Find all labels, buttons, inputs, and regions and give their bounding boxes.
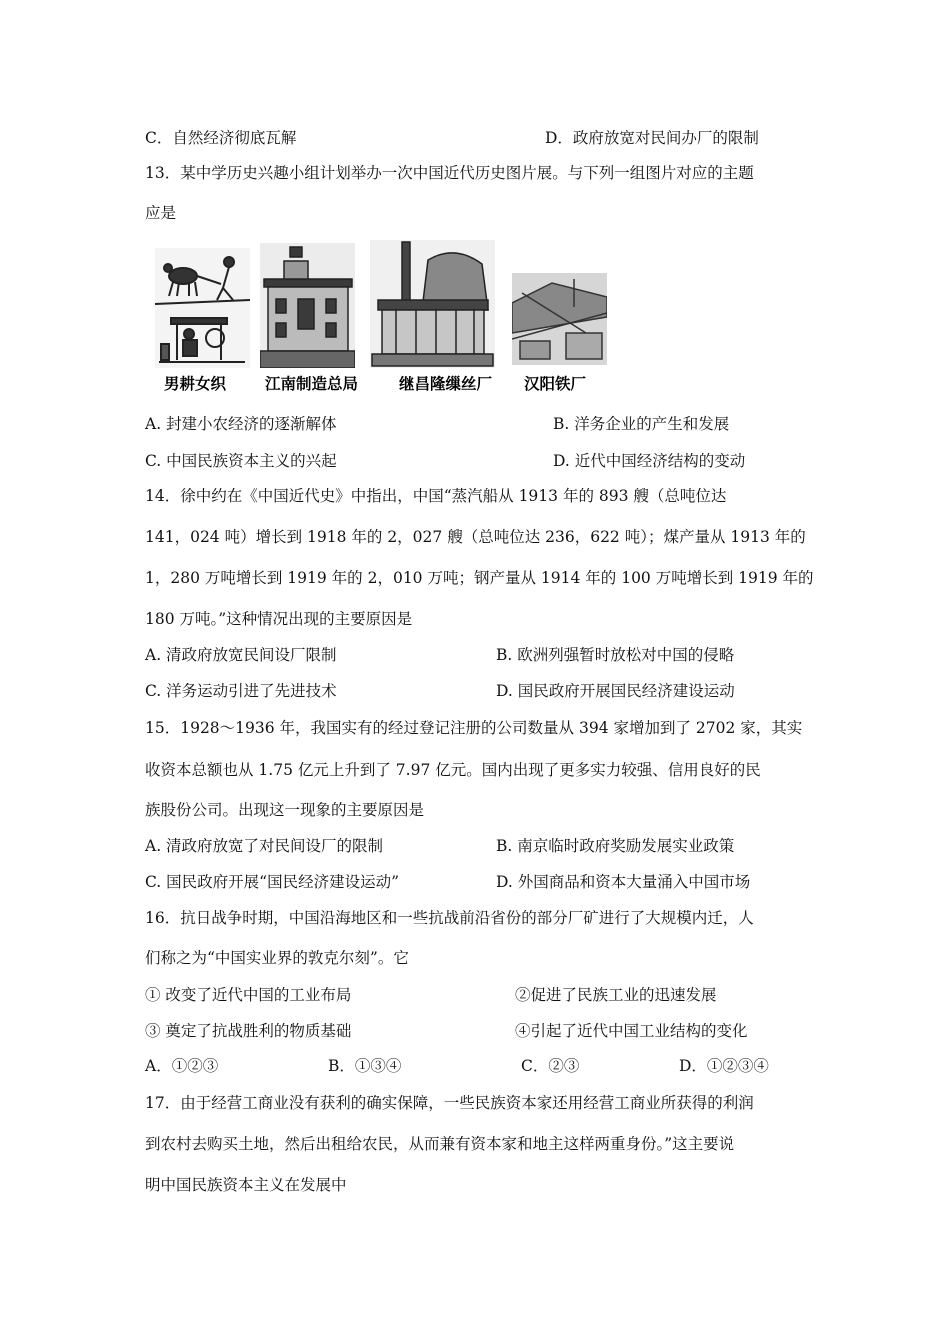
q13-option-b: B. 洋务企业的产生和发展 [553, 415, 730, 433]
q13-option-c: C. 中国民族资本主义的兴起 [145, 452, 337, 470]
q15-stem-line3: 族股份公司。出现这一现象的主要原因是 [145, 801, 425, 819]
q14-option-c: C. 洋务运动引进了先进技术 [145, 682, 337, 700]
q16-item-1: ① 改变了近代中国的工业布局 [145, 986, 352, 1004]
q16-option-c: C．②③ [521, 1057, 580, 1075]
silk-factory-picture [370, 240, 495, 368]
q14-stem-line3: 1，280 万吨增长到 1919 年的 2，010 万吨；钢产量从 1914 年的 100 万吨增长到 1919 年的 [145, 569, 814, 587]
q12-option-c: C．自然经济彻底瓦解 [145, 129, 297, 147]
q17-stem-line3: 明中国民族资本主义在发展中 [145, 1176, 347, 1194]
jiangnan-arsenal-picture [260, 243, 355, 368]
q16-option-a: A．①②③ [145, 1057, 219, 1075]
q14-option-b: B. 欧洲列强暂时放松对中国的侵略 [496, 646, 735, 664]
q15-option-d: D. 外国商品和资本大量涌入中国市场 [496, 873, 751, 891]
caption-jiangnan-arsenal: 江南制造总局 [265, 375, 359, 393]
q13-option-d: D. 近代中国经济结构的变动 [553, 452, 746, 470]
q17-stem-line2: 到农村去购买土地，然后出租给农民，从而兼有资本家和地主这样两重身份。”这主要说 [145, 1135, 735, 1153]
q14-stem-line1: 14．徐中约在《中国近代史》中指出，中国“蒸汽船从 1913 年的 893 艘（总吨位达 [145, 487, 727, 505]
q17-stem-line1: 17．由于经营工商业没有获利的确实保障，一些民族资本家还用经营工商业所获得的利润 [145, 1094, 754, 1112]
q15-stem-line1: 15．1928～1936 年，我国实有的经过登记注册的公司数量从 394 家增加到了 2702 家，其实 [145, 719, 803, 737]
hanyang-ironworks-picture [512, 273, 607, 365]
caption-hanyang-ironworks: 汉阳铁厂 [524, 375, 587, 393]
farming-weaving-picture [155, 248, 250, 368]
q16-item-3: ③ 奠定了抗战胜利的物质基础 [145, 1022, 352, 1040]
q16-option-d: D．①②③④ [679, 1057, 769, 1075]
q13-option-a: A. 封建小农经济的逐渐解体 [145, 415, 337, 433]
q15-option-b: B. 南京临时政府奖励发展实业政策 [496, 837, 735, 855]
q16-option-b: B．①③④ [328, 1057, 402, 1075]
q15-option-a: A. 清政府放宽了对民间设厂的限制 [145, 837, 384, 855]
q12-option-d: D．政府放宽对民间办厂的限制 [545, 129, 759, 147]
q16-stem-line2: 们称之为“中国实业界的敦克尔刻”。它 [145, 949, 409, 967]
q15-stem-line2: 收资本总额也从 1.75 亿元上升到了 7.97 亿元。国内出现了更多实力较强、信用良好的民 [145, 761, 761, 779]
q16-item-2: ②促进了民族工业的迅速发展 [515, 986, 717, 1004]
q14-stem-line4: 180 万吨。”这种情况出现的主要原因是 [145, 610, 413, 628]
q14-option-a: A. 清政府放宽民间设厂限制 [145, 646, 337, 664]
q13-figure [150, 243, 620, 393]
q14-stem-line2: 141，024 吨）增长到 1918 年的 2，027 艘（总吨位达 236，622 吨）；煤产量从 1913 年的 [145, 528, 806, 546]
q13-stem-line2: 应是 [145, 204, 177, 222]
caption-farming-weaving: 男耕女织 [164, 375, 227, 393]
q13-stem-line1: 13．某中学历史兴趣小组计划举办一次中国近代历史图片展。与下列一组图片对应的主题 [145, 164, 754, 182]
q14-option-d: D. 国民政府开展国民经济建设运动 [496, 682, 735, 700]
q16-item-4: ④引起了近代中国工业结构的变化 [515, 1022, 748, 1040]
caption-silk-factory: 继昌隆缫丝厂 [399, 375, 493, 393]
q15-option-c: C. 国民政府开展“国民经济建设运动” [145, 873, 400, 891]
q16-stem-line1: 16．抗日战争时期，中国沿海地区和一些抗战前沿省份的部分厂矿进行了大规模内迁，人 [145, 909, 754, 927]
